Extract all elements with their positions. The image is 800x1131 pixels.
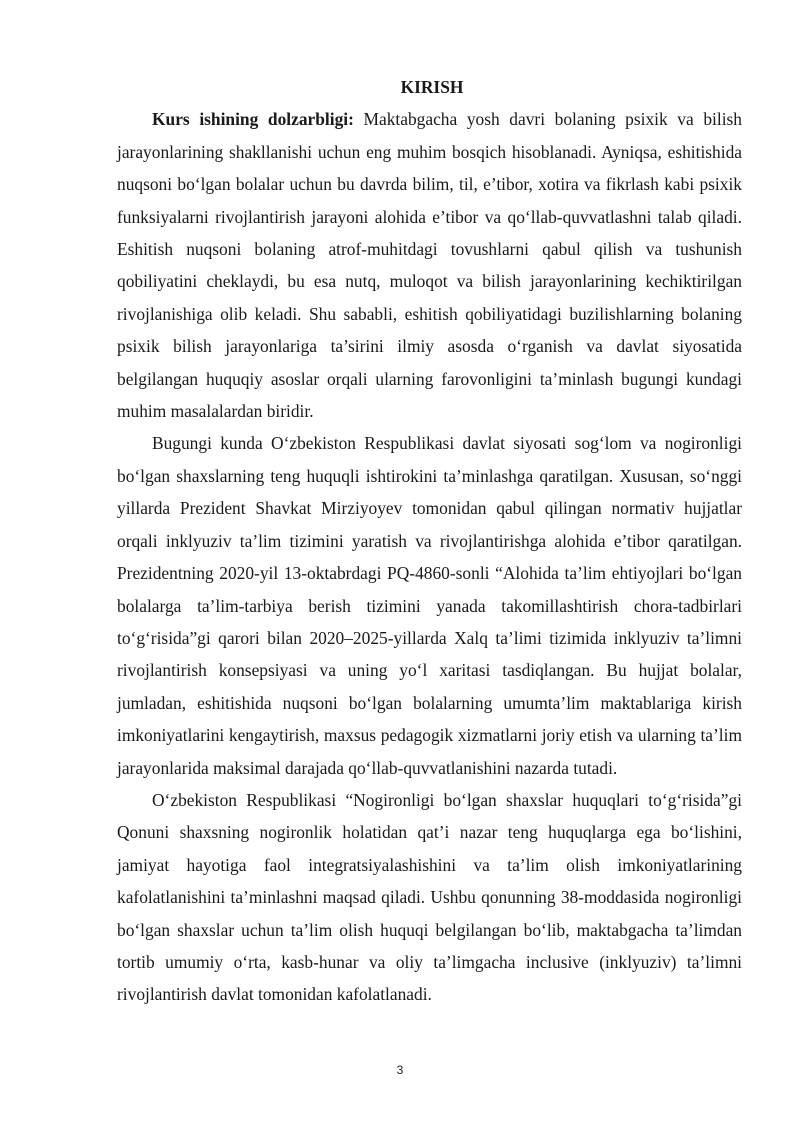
page-number: 3 xyxy=(396,1063,404,1077)
paragraph-disability-law xyxy=(117,784,742,1011)
paragraph-text: Maktabgacha yosh davri bolaning psixik va bilish jarayonlarining shakllanishi uchun eng muhim bosqich hisoblanadi. Ayniqsa, eshitishida nuqsoni bo‘lgan bolalar uchun bu davrda bilim, til, e’tibor, xotira va fikrlash kabi psixik funksiyalarni rivojlantirish jarayoni alohida e’tibor va qo‘llab-quvvatlashni talab qiladi. Eshitish nuqsoni bolaning atrof-muhitdagi tovushlarni qabul qilish va tushunish qobiliyatini cheklaydi, bu esa nutq, muloqot va bilish jarayonlarining kechiktirilgan rivojlanishiga olib keladi. Shu sababli, eshitish qobiliyatidagi buzilishlarning bolaning psixik bilish jarayonlariga ta’sirini ilmiy asosda o‘rganish va davlat siyosatida belgilangan huquqiy asoslar orqali ularning farovonligini ta’minlash bugungi kundagi muhim masalalardan biridir. xyxy=(117,109,742,422)
paragraph-lead: Kurs ishining dolzarbligi: xyxy=(152,109,354,130)
section-heading: KIRISH xyxy=(400,77,464,97)
paragraph-text: Bugungi kunda O‘zbekiston Respublikasi davlat siyosati sog‘lom va nogironligi bo‘lgan shaxslarning teng huquqli ishtirokini ta’minlashga qaratilgan. Xususan, so‘nggi yillarda Prezident Shavkat Mirziyoyev tomonidan qabul qilingan normativ hujjatlar orqali inklyuziv ta’lim tizimini yaratish va rivojlantirishga alohida e’tibor qaratilgan. Prezidentning 2020-yil 13-oktabrdagi PQ-4860-sonli “Alohida ta’lim ehtiyojlari bo‘lgan bolalarga ta’lim-tarbiya berish tizimini yanada takomillashtirish chora-tadbirlari to‘g‘risida”gi qarori bilan 2020–2025-yillarda Xalq ta’limi tizimida inklyuziv ta’limni rivojlantirish konsepsiyasi va uning yo‘l xaritasi tasdiqlangan. Bu hujjat bolalar, jumladan, eshitishida nuqsoni bo‘lgan bolalarning umumta’lim maktablariga kirish imkoniyatlarini kengaytirish, maxsus pedagogik xizmatlarni joriy etish va ularning ta’lim jarayonlarida maksimal darajada qo‘llab-quvvatlanishini nazarda tutadi. xyxy=(117,433,742,778)
paragraph-state-policy xyxy=(117,427,742,783)
paragraph-relevance xyxy=(117,103,742,427)
paragraph-text: O‘zbekiston Respublikasi “Nogironligi bo‘lgan shaxslar huquqlari to‘g‘risida”gi Qonuni shaxsning nogironlik holatidan qat’i nazar teng huquqlarga ega bo‘lishini, jamiyat hayotiga faol integratsiyalashishini va ta’lim olish imkoniyatlarining kafolatlanishini ta’minlashni maqsad qiladi. Ushbu qonunning 38-moddasida nogironligi bo‘lgan shaxslar uchun ta’lim olish huquqi belgilangan bo‘lib, maktabgacha ta’limdan tortib umumiy o‘rta, kasb-hunar va oliy ta’limgacha inclusive (inklyuziv) ta’limni rivojlantirish davlat tomonidan kafolatlanadi. xyxy=(117,789,742,1005)
document-page xyxy=(117,71,742,1011)
